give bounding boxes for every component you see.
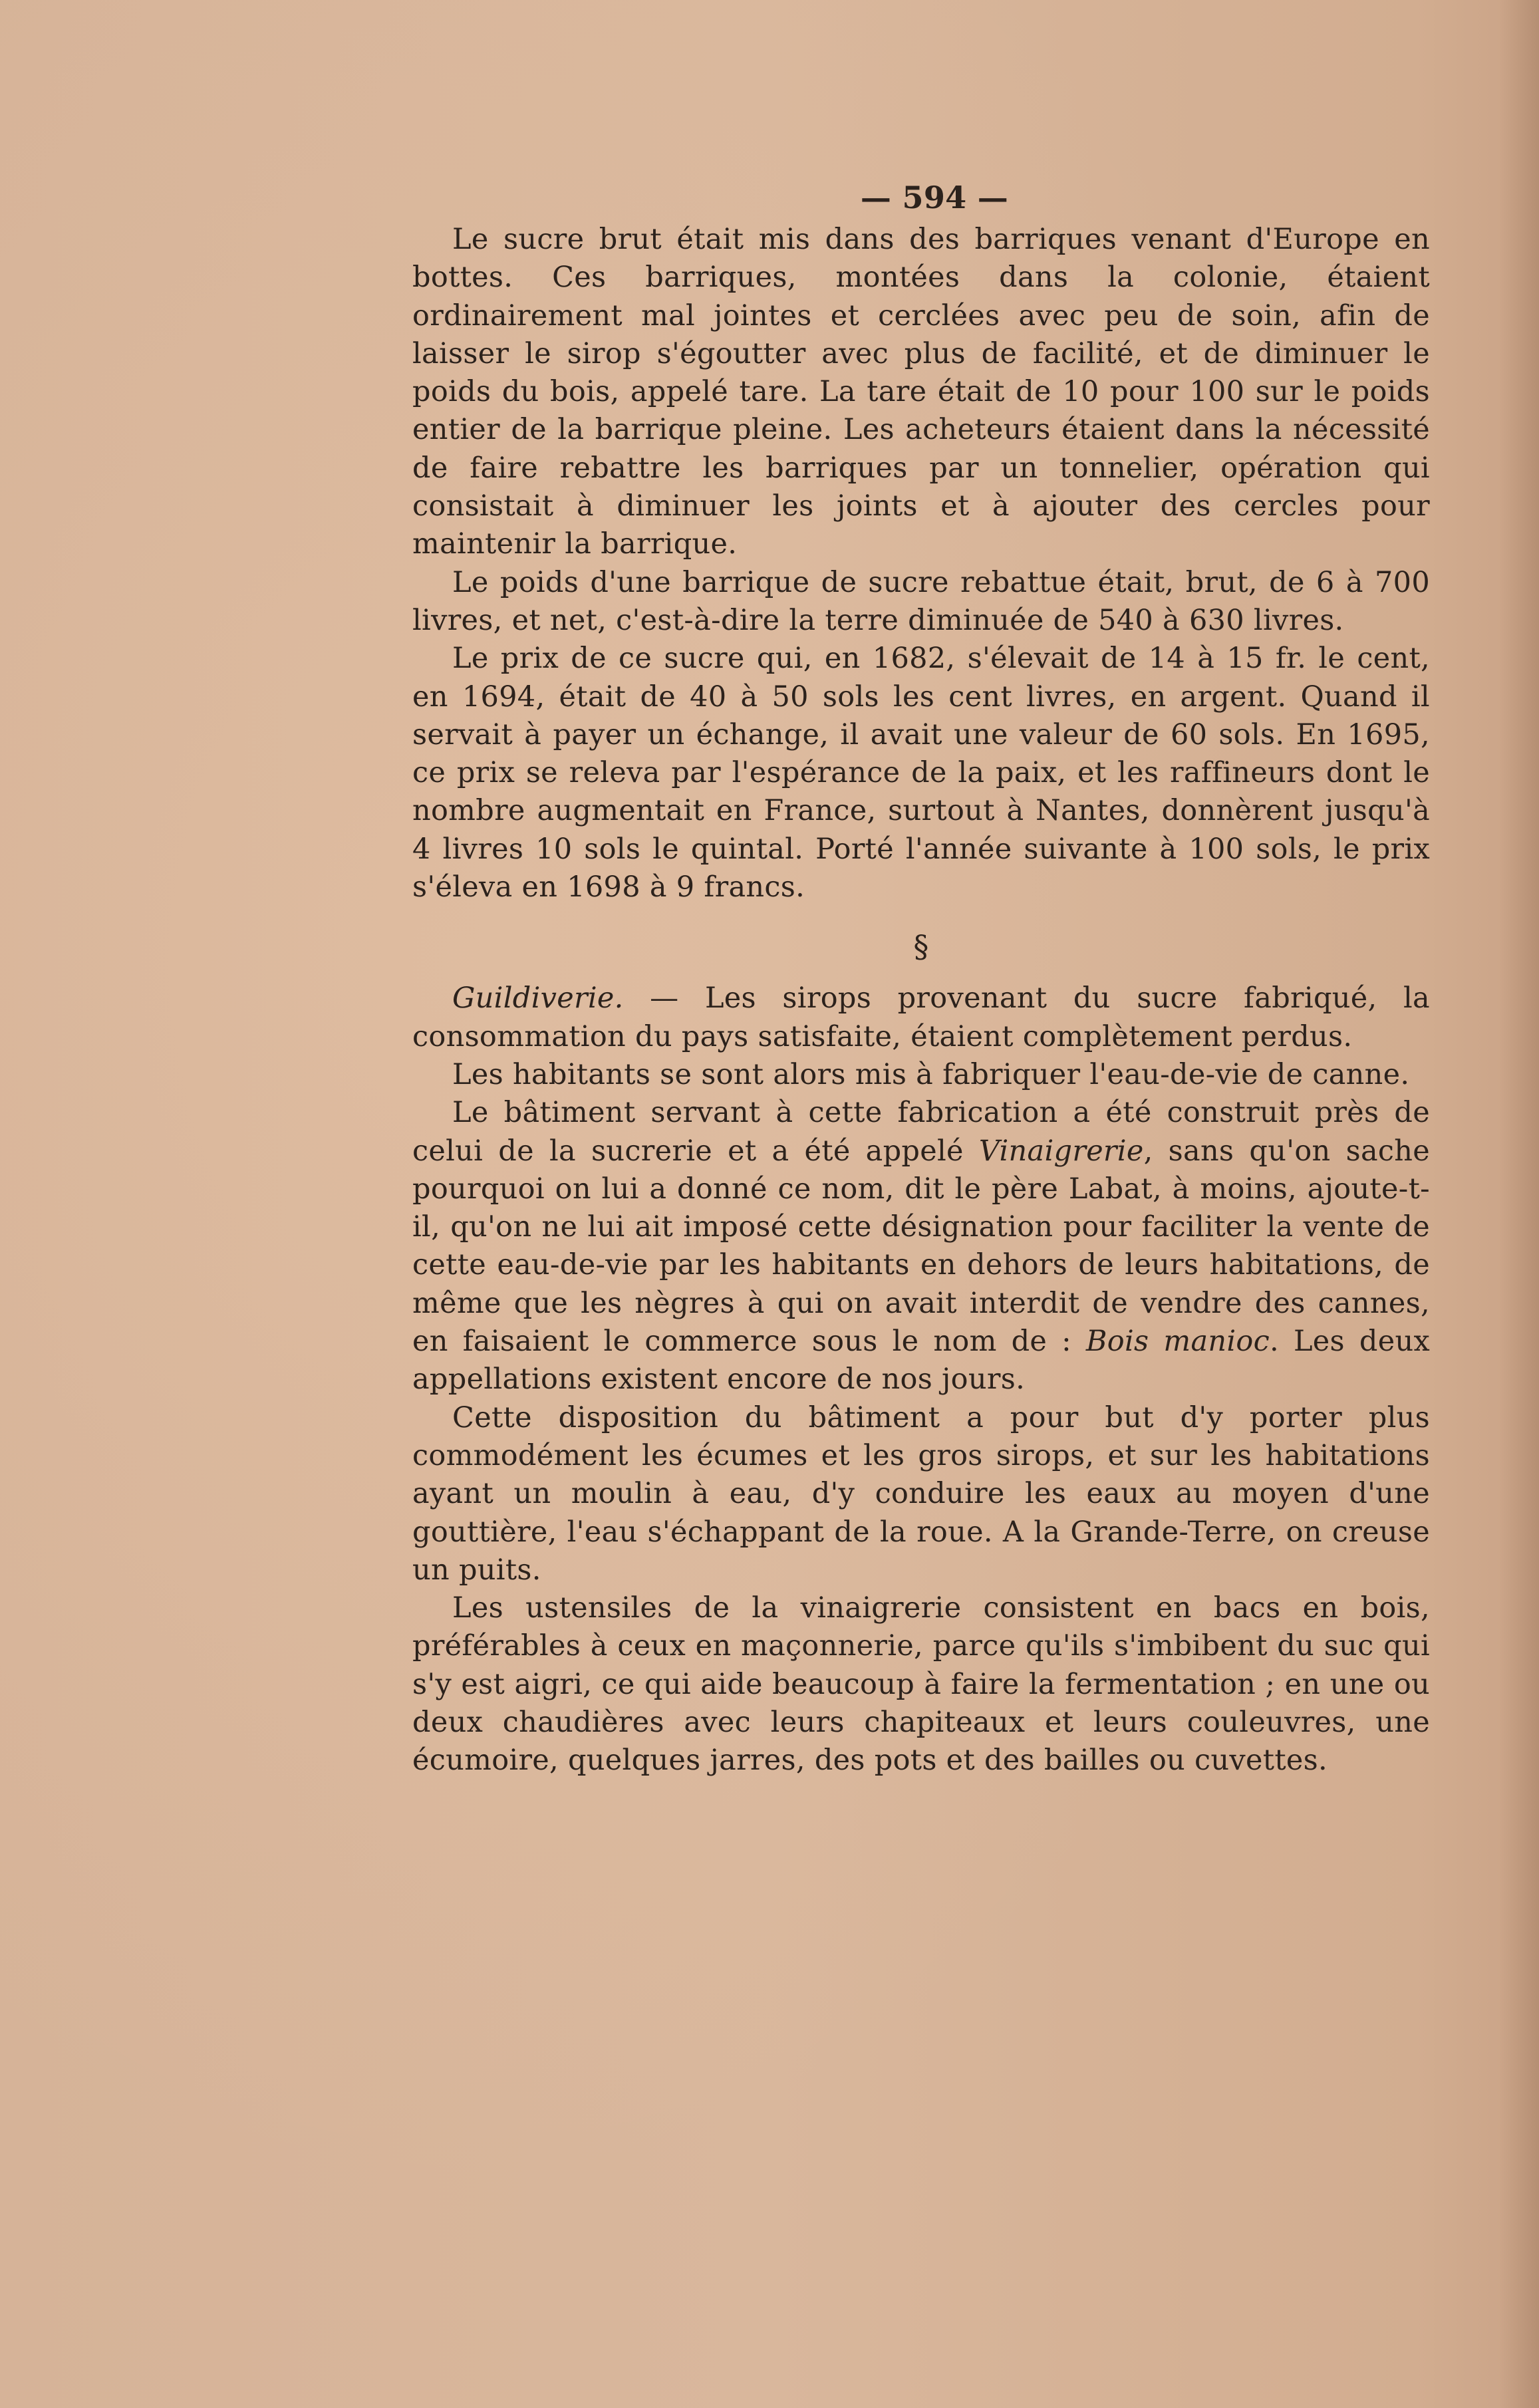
paragraph-poids-barrique: Le poids d'une barrique de sucre rebattue était, brut, de 6 à 700 livres, et net, c'est-à-dire la terre diminuée de 540 à 630 livres.	[412, 565, 1430, 637]
paragraph-sucre-brut: Le sucre brut était mis dans des barriques venant d'Europe en bottes. Ces barriques, montées dans la colonie, étaient ordinairement mal jointes et cerclées avec peu de soin, afin de laisser le sirop s'égoutter avec plus de facilité, et de diminuer le poids du bois, appelé tare. La tare était de 10 pour 100 sur le poids entier de la barrique pleine. Les acheteurs étaient dans la nécessité de faire rebattre les barriques par un tonnelier, opération qui consistait à diminuer les joints et à ajouter des cercles pour maintenir la barrique.	[412, 223, 1430, 561]
guildiverie-heading: Guildiverie.	[452, 982, 624, 1015]
batiment-text-3: . Les deux appellations existent encore de nos jours.	[412, 1325, 1431, 1397]
paragraph-habitants: Les habitants se sont alors mis à fabriquer l'eau-de-vie de canne.	[452, 1057, 1410, 1091]
paragraph-prix-sucre: Le prix de ce sucre qui, en 1682, s'élevait de 14 à 15 fr. le cent, en 1694, était de 40 à 50 sols les cent livres, en argent. Quand il servait à payer un échange, il avait une valeur de 60 sols. En 1695, ce prix se releva par l'espérance de la paix, et les raffineurs dont le nombre augmentait en France, surtout à Nantes, donnèrent jusqu'à 4 livres 10 sols le quintal. Porté l'année suivante à 100 sols, le prix s'éleva en 1698 à 9 francs.	[412, 642, 1430, 904]
bois-manioc-term: Bois manioc	[1085, 1325, 1270, 1359]
section-mark: §	[913, 928, 929, 965]
paragraph-disposition: Cette disposition du bâtiment a pour but d'y porter plus commodément les écumes et les gros sirops, et sur les habitations ayant un moulin à eau, d'y conduire les eaux au moyen d'une gouttière, l'eau s'échappant de la roue. A la Grande-Terre, on creuse un puits.	[412, 1401, 1430, 1587]
page-number: — 594 —	[860, 180, 1009, 215]
page-edge-shadow	[1499, 0, 1539, 2408]
guildiverie-text: — Les sirops provenant du sucre fabriqué, la consommation du pays satisfaite, étaient complètement perdus.	[412, 982, 1430, 1053]
paragraph-guildiverie	[412, 980, 1430, 1056]
vinaigrerie-term: Vinaigrerie	[978, 1134, 1144, 1168]
body-text	[412, 174, 1430, 1780]
batiment-text-2: , sans qu'on sache pourquoi on lui a donné ce nom, dit le père Labat, à moins, ajoute-t-il, qu'on ne lui ait imposé cette désignation pour faciliter la vente de cette eau-de-vie par les habitants en dehors de leurs habitations, de même que les nègres à qui on avait interdit de vendre des cannes, en faisaient le commerce sous le nom de :	[412, 1134, 1431, 1359]
paragraph-ustensiles: Les ustensiles de la vinaigrerie consistent en bacs en bois, préférables à ceux en maçonnerie, parce qu'ils s'imbibent du suc qui s'y est aigri, ce qui aide beaucoup à faire la fermentation ; en une ou deux chaudières avec leurs chapiteaux et leurs couleuvres, une écumoire, quelques jarres, des pots et des bailles ou cuvettes.	[412, 1591, 1430, 1778]
paragraph-batiment	[412, 1094, 1430, 1399]
batiment-text-1: Le bâtiment servant à cette fabrication a été construit près de celui de la sucrerie et a été appelé	[412, 1096, 1430, 1168]
